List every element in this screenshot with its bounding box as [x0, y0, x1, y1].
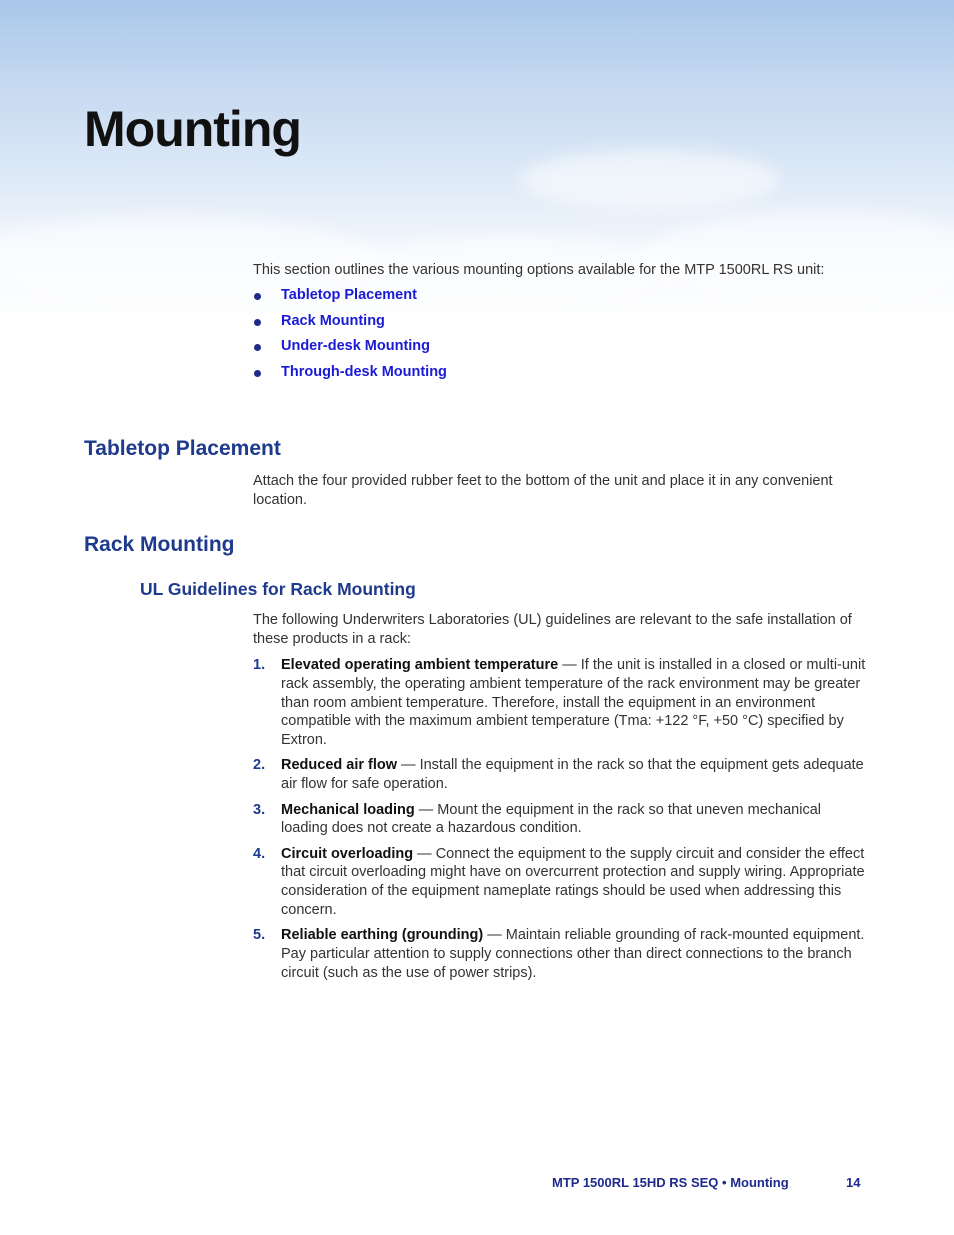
bullet-icon — [254, 319, 261, 326]
heading-rack-mounting: Rack Mounting — [84, 533, 235, 556]
bullet-icon — [254, 370, 261, 377]
heading-ul-guidelines: UL Guidelines for Rack Mounting — [140, 579, 416, 599]
list-item: 2. Reduced air flow — Install the equipment in the rack so that the equipment gets adequate air flow for safe operation. — [253, 757, 864, 793]
ul-guidelines-intro: The following Underwriters Laboratories (UL) guidelines are relevant to the safe installation of these products in a rack: — [253, 612, 852, 647]
heading-tabletop-placement: Tabletop Placement — [84, 437, 281, 460]
bullet-icon — [254, 344, 261, 351]
list-item: 4. Circuit overloading — Connect the equipment to the supply circuit and consider the effect that circuit overloading might have on overcurrent protection and supply wiring. Appropriate consideration of the equipment nameplate ratings should be used when addressing this concern. — [253, 845, 865, 919]
toc-link-tabletop[interactable]: Tabletop Placement — [253, 287, 447, 313]
mounting-options-list — [253, 287, 447, 390]
tabletop-text: Attach the four provided rubber feet to the bottom of the unit and place it in any convenient location. — [253, 473, 833, 508]
footer-doc-title: MTP 1500RL 15HD RS SEQ • Mounting — [552, 1175, 789, 1190]
footer-page-number: 14 — [846, 1175, 861, 1190]
list-item: 5. Reliable earthing (grounding) — Maintain reliable grounding of rack-mounted equipment. Pay particular attention to supply connections other than direct connections to the branch circuit (such as the use of power strips). — [253, 927, 865, 981]
ul-guidelines-list — [253, 656, 867, 989]
toc-link-under-desk[interactable]: Under-desk Mounting — [253, 338, 447, 364]
bullet-icon — [254, 293, 261, 300]
page-title: Mounting — [84, 101, 301, 157]
list-item: 3. Mechanical loading — Mount the equipment in the rack so that uneven mechanical loading does not create a hazardous condition. — [253, 801, 821, 837]
list-item: 1. Elevated operating ambient temperature — If the unit is installed in a closed or multi-unit rack assembly, the operating ambient temperature of the rack environment may be greater than room ambient temperature. Therefore, install the equipment in an environment compatible with the maximum ambient temperature (Tma: +122 °F, +50 °C) specified by Extron. — [253, 657, 866, 749]
toc-link-through-desk[interactable]: Through-desk Mounting — [253, 364, 447, 390]
toc-link-rack[interactable]: Rack Mounting — [253, 313, 447, 339]
intro-text: This section outlines the various mounting options available for the MTP 1500RL RS unit: — [253, 262, 825, 278]
